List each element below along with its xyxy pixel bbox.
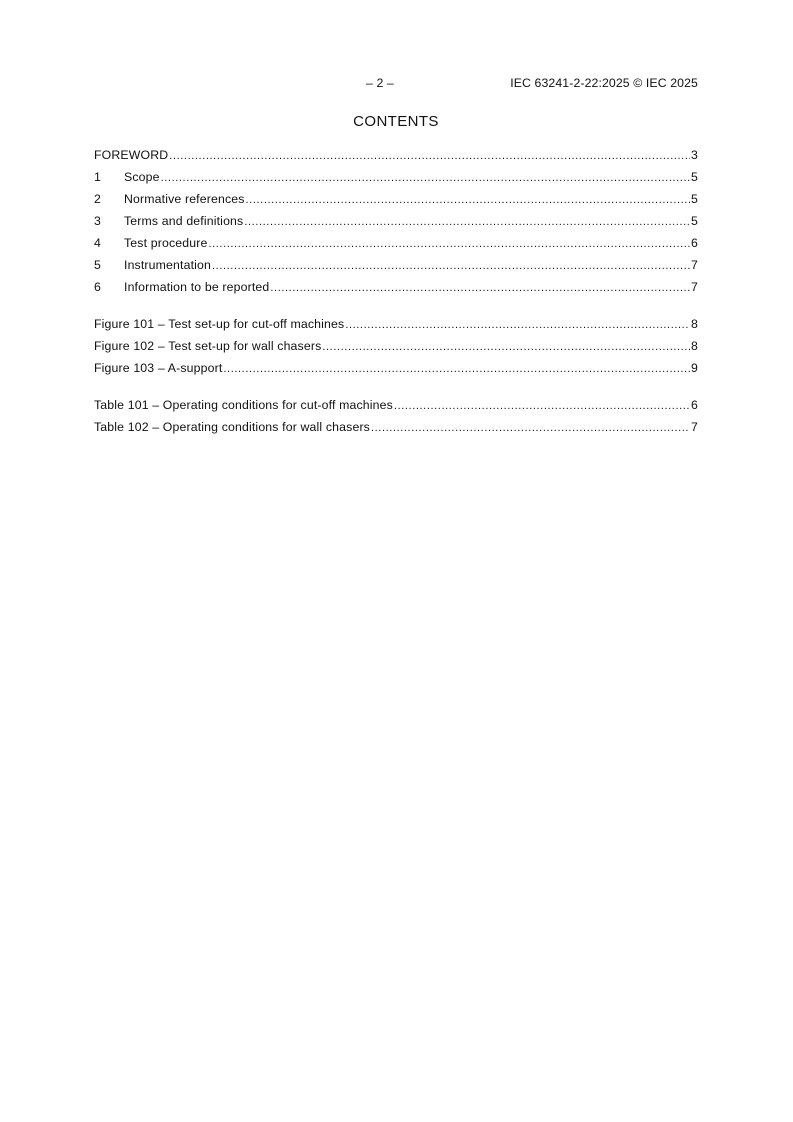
toc-tables xyxy=(94,394,698,438)
toc-entry-label: Figure 101 – Test set-up for cut-off machines xyxy=(94,317,345,331)
toc-entry-test-procedure[interactable] xyxy=(94,232,698,254)
toc-sections xyxy=(94,144,698,298)
toc-entry-page: 6 xyxy=(691,236,698,250)
dot-leader xyxy=(371,417,690,439)
toc-entry-page: 5 xyxy=(691,170,698,184)
toc-entry-label: Normative references xyxy=(124,192,245,206)
document-id: IEC 63241-2-22:2025 © IEC 2025 xyxy=(510,76,698,90)
dot-leader xyxy=(223,358,690,380)
toc-entry-number: 4 xyxy=(94,236,101,250)
toc-entry-page: 7 xyxy=(691,258,698,272)
toc-entry-page: 7 xyxy=(691,280,698,294)
toc-title: CONTENTS xyxy=(353,113,439,130)
toc-entry-terms-and-definitions[interactable] xyxy=(94,210,698,232)
toc-entry-table-102[interactable] xyxy=(94,416,698,438)
document-page xyxy=(94,0,698,1122)
dot-leader xyxy=(212,255,690,277)
toc-entry-number: 1 xyxy=(94,170,101,184)
dot-leader xyxy=(161,167,690,189)
toc-entry-instrumentation[interactable] xyxy=(94,254,698,276)
page-number: – 2 – xyxy=(366,76,394,90)
toc-entry-label: Table 101 – Operating conditions for cut-off machines xyxy=(94,398,393,412)
toc-entry-number: 6 xyxy=(94,280,101,294)
toc-entry-page: 5 xyxy=(691,192,698,206)
toc-entry-label: Figure 102 – Test set-up for wall chasers xyxy=(94,339,322,353)
toc-entry-figure-102[interactable] xyxy=(94,335,698,357)
toc-entry-table-101[interactable] xyxy=(94,394,698,416)
toc-entry-figure-103[interactable] xyxy=(94,357,698,379)
toc-entry-page: 6 xyxy=(691,398,698,412)
dot-leader xyxy=(270,277,690,299)
toc-entry-page: 7 xyxy=(691,420,698,434)
toc-entry-page: 9 xyxy=(691,361,698,375)
toc-entry-page: 8 xyxy=(691,317,698,331)
toc-entry-label: Table 102 – Operating conditions for wall chasers xyxy=(94,420,370,434)
dot-leader xyxy=(169,145,690,167)
toc-entry-number: 2 xyxy=(94,192,101,206)
table-of-contents xyxy=(94,144,698,438)
toc-entry-label: Instrumentation xyxy=(124,258,212,272)
toc-entry-information-to-be-reported[interactable] xyxy=(94,276,698,298)
toc-entry-normative-references[interactable] xyxy=(94,188,698,210)
toc-entry-scope[interactable] xyxy=(94,166,698,188)
toc-entry-number: 5 xyxy=(94,258,101,272)
toc-entry-page: 8 xyxy=(691,339,698,353)
toc-entry-label: FOREWORD xyxy=(94,148,169,162)
toc-entry-foreword[interactable] xyxy=(94,144,698,166)
toc-entry-number: 3 xyxy=(94,214,101,228)
toc-entry-label: Figure 103 – A-support xyxy=(94,361,223,375)
dot-leader xyxy=(394,395,690,417)
toc-figures xyxy=(94,313,698,379)
dot-leader xyxy=(208,233,690,255)
dot-leader xyxy=(246,189,690,211)
dot-leader xyxy=(322,336,690,358)
toc-entry-label: Information to be reported xyxy=(124,280,270,294)
toc-entry-label: Test procedure xyxy=(124,236,208,250)
toc-entry-figure-101[interactable] xyxy=(94,313,698,335)
dot-leader xyxy=(244,211,690,233)
toc-entry-page: 3 xyxy=(691,148,698,162)
toc-entry-page: 5 xyxy=(691,214,698,228)
toc-entry-label: Scope xyxy=(124,170,160,184)
toc-entry-label: Terms and definitions xyxy=(124,214,244,228)
page-header xyxy=(94,76,698,92)
dot-leader xyxy=(345,314,690,336)
